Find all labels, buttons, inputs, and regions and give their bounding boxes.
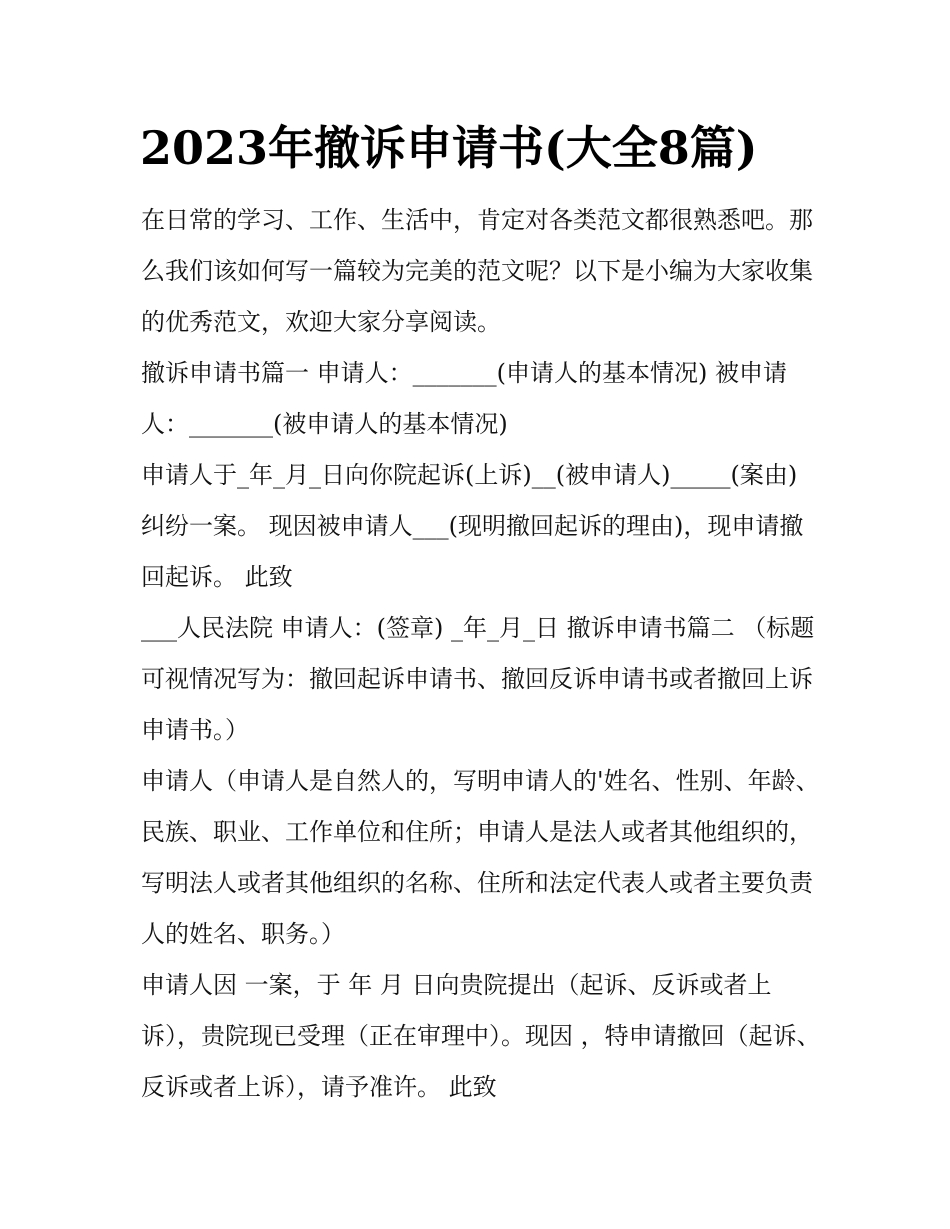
paragraph-intro: 在日常的学习、工作、生活中，肯定对各类范文都很熟悉吧。那么我们该如何写一篇较为完美的范文呢？以下是小编为大家收集的优秀范文，欢迎大家分享阅读。 [141,206,813,336]
paragraph-3: ___人民法院 申请人：(签章) _年_月_日 撤诉申请书篇二 （标题可视情况写为：撤回起诉申请书、撤回反诉申请书或者撤回上诉申请书。） [141,614,815,744]
paragraph-2: 申请人于_年_月_日向你院起诉(上诉)__(被申请人)_____(案由)纠纷一案。 现因被申请人___(现明撤回起诉的理由)，现申请撤回起诉。 此致 [141,461,804,591]
paragraph-4: 申请人（申请人是自然人的，写明申请人的'姓名、性别、年龄、民族、职业、工作单位和住所；申请人是法人或者其他组织的，写明法人或者其他组织的名称、住所和法定代表人或者主要负责人的姓名、职务。） [141,767,820,948]
document-title: 2023年撤诉申请书(大全8篇) [140,121,758,175]
paragraph-5: 申请人因 一案，于 年 月 日向贵院提出（起诉、反诉或者上诉），贵院现已受理（正在审理中）。现因 ，特申请撤回（起诉、反诉或者上诉），请予准许。 此致 [141,971,821,1101]
paragraph-1: 撤诉申请书篇一 申请人：_______(申请人的基本情况) 被申请人：_______(被申请人的基本情况) [141,359,787,438]
document-body [141,195,821,1113]
